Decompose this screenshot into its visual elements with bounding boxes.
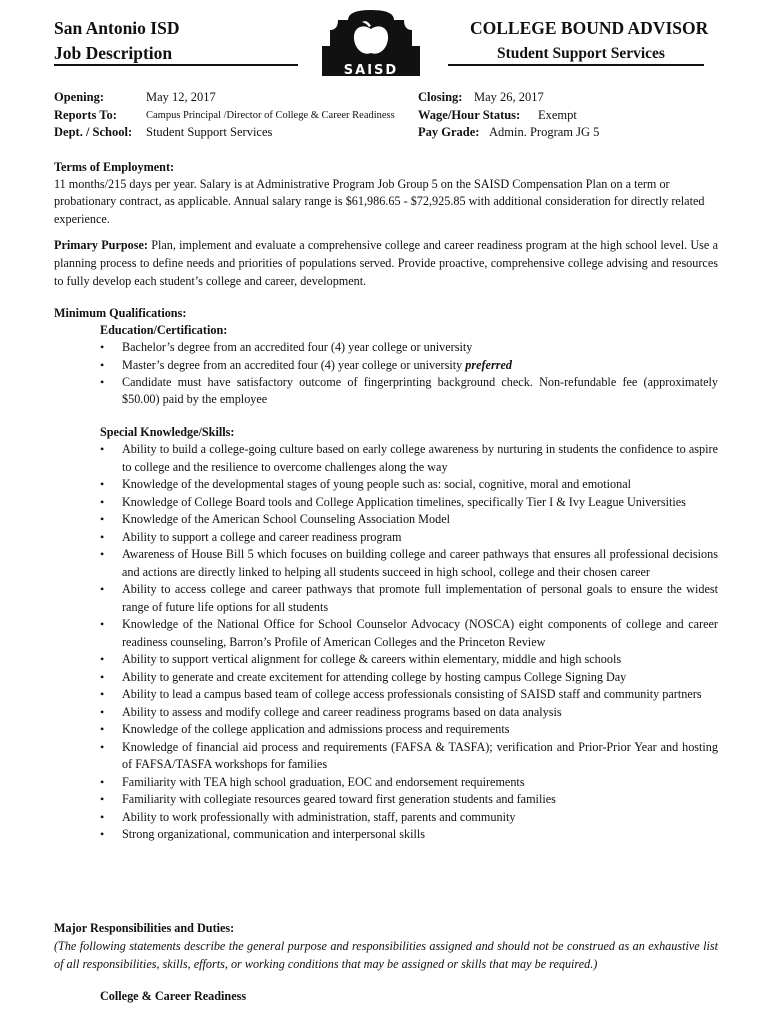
list-item: • Strong organizational, communication and interpersonal skills [54, 826, 718, 844]
list-item: • Knowledge of College Board tools and College Application timelines, specifically Tier I & Ivy League Universities [54, 494, 718, 512]
list-item: • Ability to build a college-going culture based on early college awareness by nurturing in students the confidence to aspire to college and the resilience to overcome challenges along the way [54, 441, 718, 476]
list-item: • Ability to access college and career pathways that promote full implementation of personal goals to ensure the widest range of future life options for all students [54, 581, 718, 616]
list-item: • Ability to support a college and career readiness program [54, 529, 718, 547]
list-item: • Bachelor’s degree from an accredited four (4) year college or university [54, 339, 718, 356]
saisd-logo [316, 6, 426, 78]
duties-heading: Major Responsibilities and Duties: [54, 921, 235, 935]
header-rule-right [448, 64, 704, 66]
college-career-readiness-heading: College & Career Readiness [100, 989, 247, 1003]
wage-status-value: Exempt [538, 108, 577, 122]
skills-list [54, 441, 718, 844]
dept-school-value: Student Support Services [146, 125, 273, 139]
minimum-qualifications [54, 305, 718, 408]
reports-to-value: Campus Principal /Director of College & Career Readiness [146, 110, 395, 121]
duties-note: (The following statements describe the general purpose and responsibilities assigned and should not be construed as an exhaustive list of all responsibilities, skills, efforts, or working conditions that may be assigned or skills that may be required.) [54, 939, 718, 971]
list-item: • Familiarity with TEA high school graduation, EOC and endorsement requirements [54, 774, 718, 792]
opening-label: Opening: [54, 90, 105, 104]
list-item: • Ability to generate and create excitement for attending college by hosting campus College Signing Day [54, 669, 718, 687]
header-rule-left [54, 64, 298, 66]
closing-date: May 26, 2017 [474, 90, 544, 104]
document-type: Job Description [54, 43, 173, 63]
reports-to-label: Reports To: [54, 108, 117, 122]
wage-status-label: Wage/Hour Status: [418, 108, 521, 122]
list-item: • Knowledge of the college application and admissions process and requirements [54, 721, 718, 739]
closing-label: Closing: [418, 90, 463, 104]
terms-heading: Terms of Employment: [54, 160, 175, 174]
job-title: COLLEGE BOUND ADVISOR [470, 18, 709, 38]
purpose-text: Plan, implement and evaluate a comprehensive college and career readiness program at the high school level. Use a planning process to define needs and priorities of populations served. Provide proactive, comprehensive college advising and resources to fully develop each student’s college and career, development. [54, 238, 718, 288]
terms-of-employment [54, 159, 718, 228]
terms-text: 11 months/215 days per year. Salary is at Administrative Program Job Group 5 on the SAISD Compensation Plan on a term or probationary contract, as applicable. Annual salary range is $61,986.65 - $72,925.85 with additional consideration for directly related experience. [54, 177, 705, 226]
preferred-emphasis: preferred [465, 357, 512, 372]
pay-grade-label: Pay Grade: [418, 125, 480, 139]
list-item: • Knowledge of the developmental stages of young people such as: social, cognitive, moral and emotional [54, 476, 718, 494]
department-title: Student Support Services [497, 45, 665, 62]
list-item: • Awareness of House Bill 5 which focuses on building college and career pathways that ensures all professional decisions and actions are directly linked to helping all students succeed in high school, college and their chosen career [54, 546, 718, 581]
list-item: • Knowledge of the American School Counseling Association Model [54, 511, 718, 529]
list-item: • Ability to support vertical alignment for college & careers within elementary, middle and high schools [54, 651, 718, 669]
primary-purpose [54, 236, 718, 290]
list-item: • Knowledge of financial aid process and requirements (FAFSA & TASFA); verification and Prior-Prior Year and hosting of FAFSA/TASFA workshops for families [54, 739, 718, 774]
dept-school-label: Dept. / School: [54, 125, 133, 139]
qualifications-heading: Minimum Qualifications: [54, 306, 187, 320]
list-item: • Knowledge of the National Office for School Counselor Advocacy (NOSCA) eight components of college and career readiness counseling, Barron’s Profile of American Colleges and the Princeton Review [54, 616, 718, 651]
list-item: • Ability to work professionally with administration, staff, parents and community [54, 809, 718, 827]
education-list [54, 339, 718, 408]
district-name: San Antonio ISD [54, 18, 180, 38]
list-item: • Candidate must have satisfactory outcome of fingerprinting background check. Non-refundable fee (approximately $50.00) paid by the employee [54, 374, 718, 408]
opening-date: May 12, 2017 [146, 90, 216, 104]
skills-heading: Special Knowledge/Skills: [100, 425, 235, 439]
list-item: • Ability to assess and modify college and career readiness programs based on data analysis [54, 704, 718, 722]
list-item: • Familiarity with collegiate resources geared toward first generation students and families [54, 791, 718, 809]
education-heading: Education/Certification: [100, 323, 228, 338]
major-responsibilities [54, 919, 718, 973]
special-knowledge-skills [54, 424, 718, 844]
list-item: • Ability to lead a campus based team of college access professionals consisting of SAISD staff and community partners [54, 686, 718, 704]
pay-grade-value: Admin. Program JG 5 [489, 125, 600, 139]
logo-wordmark: SAISD [343, 63, 399, 78]
list-item: • Master’s degree from an accredited four (4) year college or university preferred [54, 357, 718, 374]
purpose-label: Primary Purpose: [54, 238, 148, 252]
